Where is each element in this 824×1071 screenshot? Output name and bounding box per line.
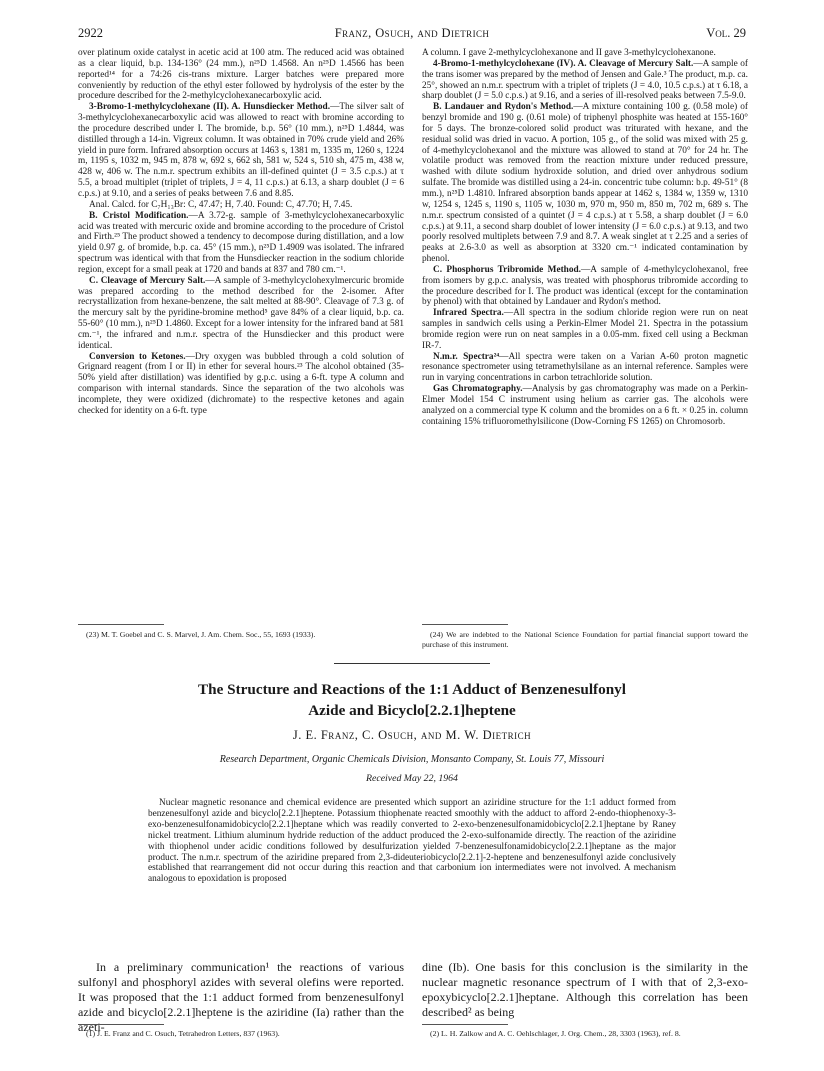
- paragraph: [78, 102, 404, 200]
- affiliation: Research Department, Organic Chemicals Division, Monsanto Company, St. Louis 77, Missouri: [219, 754, 605, 765]
- paragraph-text: —A sample of the trans isomer was prepared by the method of Jensen and Gale.³ The product, m.p. ca. 25°, showed an n.m.r. spectrum with a triplet of triplets (J = 4.0, 10.5 c.p.s.) at τ 6.18, a sharp doublet (J = 5.0 c.p.s.) at 9.16, and a series of ill-resolved peaks between 7.5-9.0.: [422, 58, 748, 102]
- section-heading: B. Cristol Modification.: [89, 210, 189, 221]
- article-authors: J. E. Franz, C. Osuch, and M. W. Dietrich: [292, 728, 532, 742]
- paragraph: A column. I gave 2-methylcyclohexanone and II gave 3-methylcyclohexanone.: [422, 48, 716, 58]
- paragraph-text: —All spectra in the sodium chloride region were run on neat samples in sandwich cells using a Perkin-Elmer Model 21. Spectra in the potassium bromide region were run on neat samples in a 0.05-mm. fixed cell using a Beckman IR-7.: [422, 308, 748, 351]
- paragraph: over platinum oxide catalyst in acetic acid at 100 atm. The reduced acid was obtained as a clear liquid, b.p. 134-136° (24 mm.), n²⁵D 1.4568. An n²⁵D 1.4566 has been reported¹⁴ for a 74:26 cis-trans mixture. Larger batches were prepared more conveniently by reduction of the ethyl ester followed by hydrolysis of the ester by the procedure described for the 2-methylcyclohexanecarboxylic acid.: [78, 48, 404, 102]
- section-heading: Infrared Spectra.: [433, 308, 504, 319]
- paragraph: [422, 59, 748, 102]
- section-heading: C. Cleavage of Mercury Salt.: [89, 275, 206, 286]
- section-heading: 3-Bromo-1-methylcyclohexane (II). A. Hunsdiecker Method.: [89, 102, 331, 113]
- left-column: [78, 48, 404, 417]
- section-divider: [334, 663, 490, 664]
- analysis-line: Anal. Calcd. for C₇H₁₃Br: C, 47.47; H, 7.40. Found: C, 47.70; H, 7.45.: [89, 199, 353, 210]
- paragraph: [422, 308, 748, 351]
- paragraph-text: —Dry oxygen was bubbled through a cold solution of Grignard reagent (from I or II) in ether for several hours.²³ The alcohol obtained (35-50% yield after distillation) was identified by g.p.c. using a 6-ft. type A column and comparison with internal standards. Since the separation of the two alcohols was incomplete, they were oxidized (dichromate) to the respective ketones and again checked for identity on a 6-ft. type: [78, 351, 404, 416]
- paragraph-text: —A sample of 4-methylcyclohexanol, free from isomers by g.p.c. analysis, was treated with phosphorus tribromide according to the procedure described for I. The product was identical (except for the contamination by phenol) with that obtained by Landauer and Rydon's method.: [422, 264, 748, 308]
- title-line: Azide and Bicyclo[2.2.1]heptene: [308, 702, 516, 719]
- paragraph-text: —A 3.72-g. sample of 3-methylcyclohexanecarboxylic acid was treated with mercuric oxide and bromine according to the procedure of Cristol and Firth.²⁵ The product showed a tendency to decompose during distillation, and a low yield 0.97 g. of bromide, b.p. ca. 45° (15 mm.), n²⁵D 1.4909 was isolated. The infrared spectrum was identical with that from the Hunsdiecker reaction in the sodium chloride region, except for a small peak at 1720 and bands at 837 and 780 cm.⁻¹.: [78, 210, 405, 275]
- paragraph: [422, 352, 748, 385]
- article-title: [100, 679, 724, 721]
- paragraph-text: —All spectra were taken on a Varian A-60 proton magnetic resonance spectrometer using tetramethylsilane as an internal reference. Samples were run in varying concentrations in carbon tetrachloride solution.: [422, 351, 748, 384]
- section-heading: C. Phosphorus Tribromide Method.: [433, 264, 581, 275]
- paragraph-text: —Analysis by gas chromatography was made on a Perkin-Elmer Model 154 C instrument using helium as carrier gas. The alcohols were analyzed on a commercial type K column and the bromides on a 6 ft. × 0.25 in. column containing 15% trifluoromethylsilicone (Dow-Corning FS 1265) on Chromosorb.: [422, 384, 748, 427]
- section-heading: Gas Chromatography.: [433, 384, 523, 395]
- footnote-rule: [78, 1024, 164, 1025]
- paragraph-text: —The silver salt of 3-methylcyclohexanecarboxylic acid was allowed to react with bromine according to the procedure described under I. The bromide, b.p. 56° (10 mm.), n²⁵D 1.4844, was distilled through a 14-in. Vigreux column. It was obtained in 70% crude yield and 26% yield in pure form. Infrared absorption occurs at 1463 s, 1381 m, 1335 m, 1260 s, 1224 m, 1195 s, 1032 m, 945 m, 878 w, 692 s, 662 sh, 581 w, 524 s, 510 sh, 475 m, 438 w, 428 w, 406 w. The n.m.r. spectrum exhibits an ill-defined quintet (J = 3.5 c.p.s.) at τ 5.5, a broad multiplet (triplet of triplets, J = 4, 11 c.p.s.) at 6.13, a sharp doublet (J = 6 c.p.s.) at 9.10, and a series of peaks between 7.6 and 8.85.: [78, 102, 404, 199]
- intro-paragraph-continued: dine (Ib). One basis for this conclusion is the similarity in the nuclear magnetic resonance spectrum of I with that of 2,3-exo-epoxybicyclo[2.2.1]heptane. Although this correlation has been described² as being: [422, 960, 748, 1019]
- footnote-24: (24) We are indebted to the National Science Foundation for partial financial support toward the purchase of this instrument.: [422, 630, 748, 649]
- section-heading: N.m.r. Spectra²⁴: [433, 351, 500, 362]
- intro-paragraph: In a preliminary communication¹ the reactions of various sulfonyl and phosphoryl azides with several olefins were reported. It was proposed that the 1:1 adduct formed from benzenesulfonyl azide and bicyclo[2.2.1]heptene is the aziridine (Ia) rather than the azeti-: [78, 960, 404, 1034]
- running-authors: Franz, Osuch, and Dietrich: [334, 26, 490, 40]
- paragraph-text: —A mixture containing 100 g. (0.58 mole) of benzyl bromide and 190 g. (0.61 mole) of triphenyl phosphite was heated at 155-160° for 5 days. The bronze-colored solid product was triturated with hexane, and the residual solid was dried in vacuo. A portion, 105 g., of the solid was mixed with 25 g. of 4-methylcyclohexanol and the mixture was allowed to stand at 70° for 24 hr. The volatile product was removed from the reaction mixture under reduced pressure, washed with dilute sodium hydroxide solution, and dried over anhydrous sodium sulfate. The bromide was distilled using a 24-in. concentric tube column: b.p. 49-51° (8 mm.), n²⁵D 1.4810. Infrared absorption bands appear at 1462 s, 1384 w, 1359 w, 1310 w, 1254 s, 1245 s, 1190 s, 1105 w, 1030 m, 970 m, 950 m, 850 m, 702 m, 689 s. The n.m.r. spectrum consisted of a quintet (J = 4 c.p.s.) at τ 5.58, a sharp doublet (J = 6.0 c.p.s.) at 9.11, a second sharp doublet of lower intensity (J = 6.0 c.p.s.) at 9.13, and two poorly resolved multiplets between 7.9 and 8.7. A weak singlet at τ 2.25 and a series of peaks at 2.6-3.0 as well as absorption at 3320 cm.⁻¹ indicated contamination by phenol.: [422, 102, 748, 265]
- volume-label: Vol. 29: [706, 26, 746, 40]
- paragraph: [78, 352, 404, 417]
- footnote-rule: [422, 1024, 508, 1025]
- abstract: Nuclear magnetic resonance and chemical evidence are presented which support an aziridine structure for the 1:1 adduct formed from benzenesulfonyl azide and bicyclo[2.2.1]heptene. Potassium thiophenate reacted smoothly with the adduct to afford 2-endo-thiophenoxy-3-exo-benzenesulfonamidobicyclo[2.2.1]heptane which was readily converted to 2-exo-benzenesulfonamidobicyclo[2.2.1]heptane by Raney nickel treatment. Lithium aluminum hydride reduction of the adduct produced the 2-exo-sulfonamide directly. The reaction of the aziridine with thiophenol under acidic conditions followed by desulfurization yielded 7-benzenesulfonamidobicyclo[2.2.1]heptane as the major product. The n.m.r. spectrum of the aziridine prepared from 2,3-dideuteriobicyclo[2.2.1]-2-heptene and benzenesulfonyl azide conclusively established that rearrangement did not occur during this reaction and that carbonium ion intermediates were not involved. A mechanism analogous to epoxidation is proposed: [148, 798, 676, 885]
- paragraph: [422, 102, 748, 265]
- section-heading: Conversion to Ketones.: [89, 351, 186, 362]
- footnote-23: (23) M. T. Goebel and C. S. Marvel, J. Am. Chem. Soc., 55, 1693 (1933).: [86, 630, 316, 639]
- footnote-rule: [78, 624, 164, 625]
- running-header: [78, 26, 746, 42]
- received-date: Received May 22, 1964: [366, 773, 458, 784]
- footnote-1: (1) J. E. Franz and C. Osuch, Tetrahedron Letters, 837 (1963).: [86, 1029, 280, 1038]
- footnote-2: (2) L. H. Zalkow and A. C. Oehlschlager, J. Org. Chem., 28, 3303 (1963), ref. 8.: [430, 1029, 681, 1038]
- section-heading: 4-Bromo-1-methylcyclohexane (IV). A. Cleavage of Mercury Salt.: [433, 58, 694, 69]
- paragraph: [78, 276, 404, 352]
- paragraph-text: —A sample of 3-methylcyclohexylmercuric bromide was prepared according to the method described for the 2-isomer. After recrystallization from hexane-benzene, the salt melted at 88-90°. Cleavage of 7.3 g. of the mercury salt by the pyridine-bromine method⁵ gave 84% of a clear liquid, b.p. ca. 55-60° (10 mm.), n²⁵D 1.4860. Except for a lower intensity for the infrared band at 581 cm.⁻¹, the infrared and n.m.r. spectra of the Hunsdiecker and this product were identical.: [78, 275, 404, 351]
- page-number: 2922: [78, 26, 103, 40]
- right-column: [422, 48, 748, 428]
- paragraph: [422, 265, 748, 308]
- paragraph: [78, 211, 404, 276]
- section-heading: B. Landauer and Rydon's Method.: [433, 102, 574, 113]
- paragraph: [422, 384, 748, 427]
- footnote-rule: [422, 624, 508, 625]
- title-line: The Structure and Reactions of the 1:1 Adduct of Benzenesulfonyl: [198, 681, 626, 698]
